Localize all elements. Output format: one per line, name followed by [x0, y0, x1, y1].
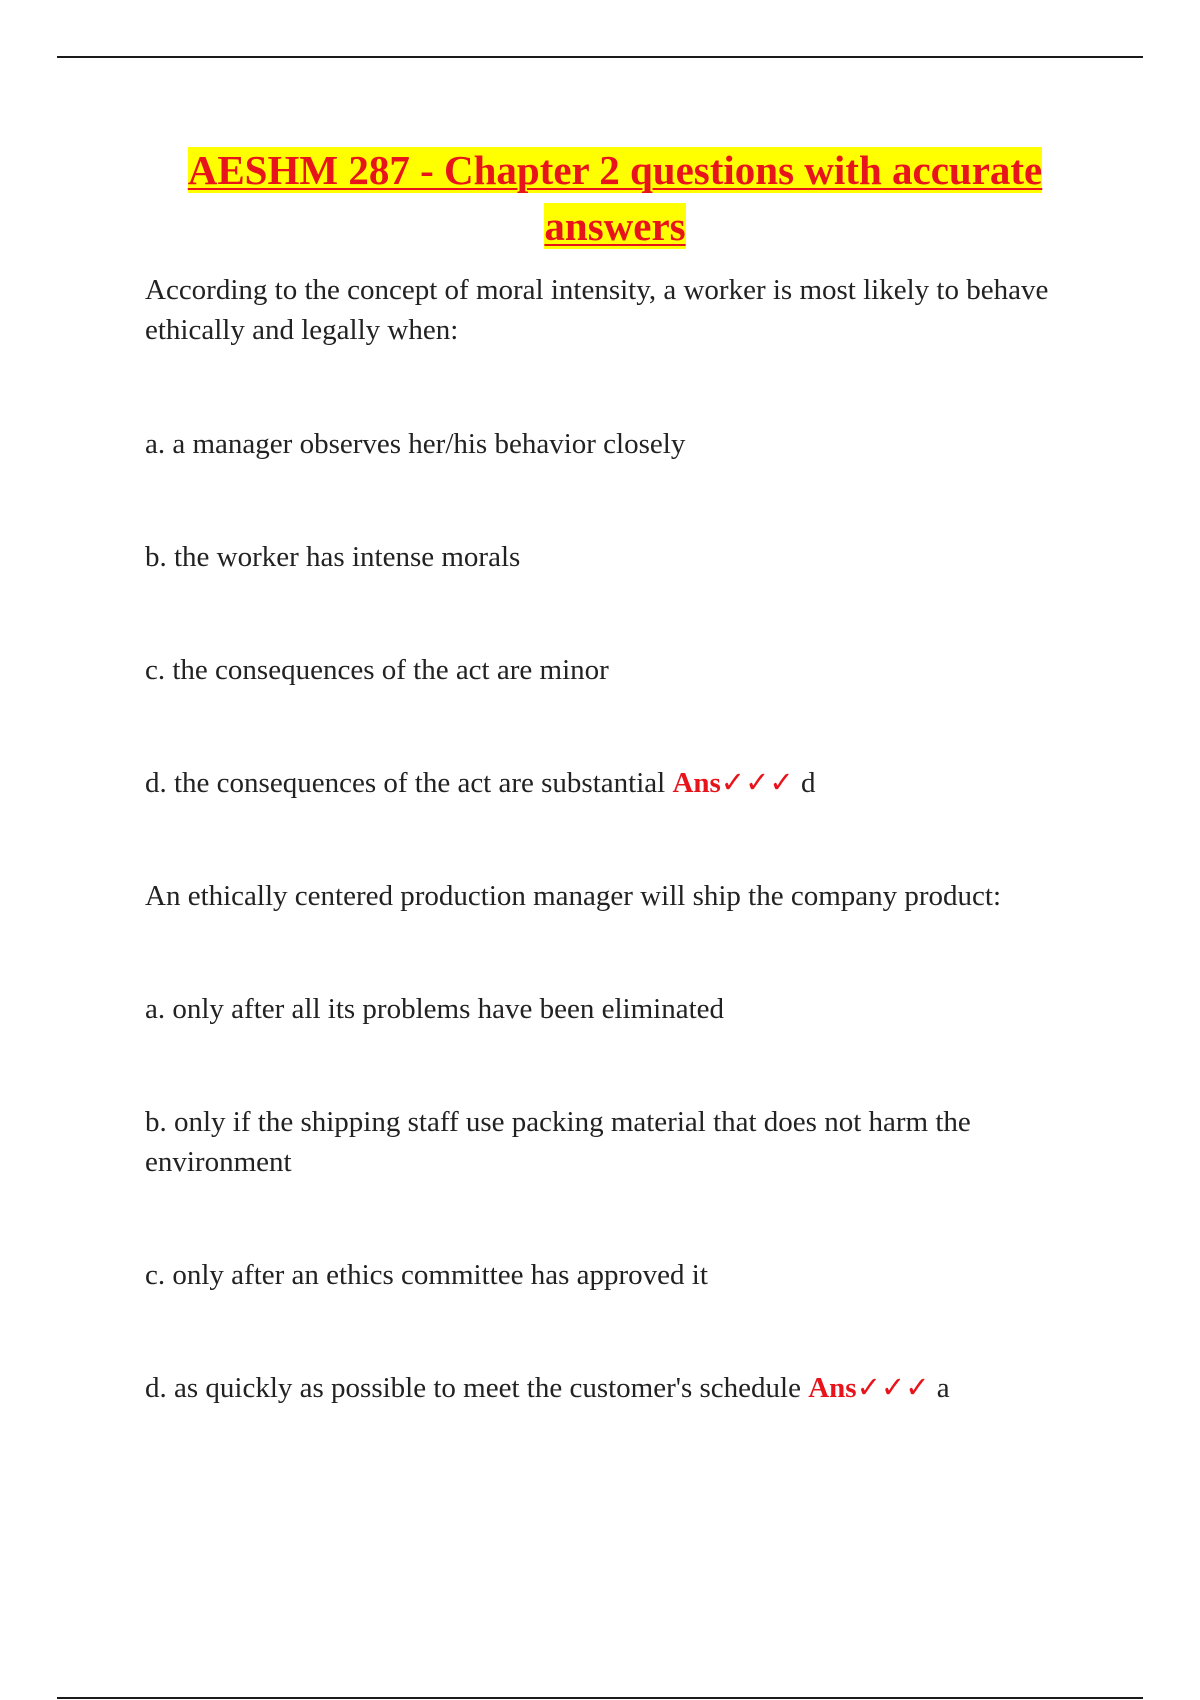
- question-1-answer-value: d: [800, 767, 816, 799]
- question-2-option-b: b. only if the shipping staff use packing material that does not harm the environment: [145, 1106, 971, 1178]
- question-2-answer-checkmarks: ✓✓✓: [856, 1372, 930, 1404]
- question-1-option-b: b. the worker has intense morals: [145, 541, 521, 573]
- question-2-option-d: d. as quickly as possible to meet the customer's schedule: [145, 1372, 801, 1404]
- header-rule: [57, 56, 1143, 58]
- question-1-option-a: a. a manager observes her/his behavior closely: [145, 428, 686, 460]
- document-body: [145, 270, 1085, 1481]
- question-1-option-d: d. the consequences of the act are substantial: [145, 767, 666, 799]
- document-title-text: AESHM 287 - Chapter 2 questions with accurate answers: [187, 147, 1043, 249]
- question-1-answer-label: Ans: [672, 767, 721, 799]
- question-2-option-a: a. only after all its problems have been eliminated: [145, 993, 724, 1025]
- question-2-prompt: An ethically centered production manager will ship the company product:: [145, 880, 1002, 912]
- question-2-option-d-line: [145, 1368, 1085, 1408]
- document-title: [140, 142, 1090, 254]
- question-2-answer-value: a: [936, 1372, 950, 1404]
- footer-rule: [57, 1697, 1143, 1699]
- question-2-answer-label: Ans: [808, 1372, 857, 1404]
- question-2-option-c: c. only after an ethics committee has approved it: [145, 1259, 708, 1291]
- question-1-prompt: According to the concept of moral intensity, a worker is most likely to behave ethically and legally when:: [145, 274, 1049, 346]
- question-1-answer-checkmarks: ✓✓✓: [720, 767, 794, 799]
- question-1-option-c: c. the consequences of the act are minor: [145, 654, 609, 686]
- question-1-option-d-line: [145, 763, 1085, 803]
